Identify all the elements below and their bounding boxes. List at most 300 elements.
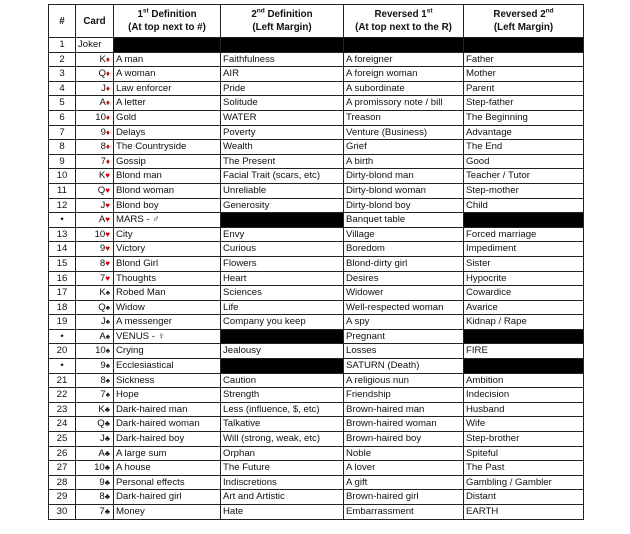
reversed-first: A lover (344, 461, 464, 476)
table-row (49, 81, 584, 96)
reversed-first: A subordinate (344, 81, 464, 96)
first-definition: Money (114, 505, 221, 520)
row-number: 26 (49, 446, 76, 461)
row-number: 20 (49, 344, 76, 359)
card-cell (76, 256, 114, 271)
second-definition: Strength (221, 388, 344, 403)
second-definition: Sciences (221, 286, 344, 301)
card-rank: J (100, 199, 106, 211)
reversed-first: A foreign woman (344, 67, 464, 82)
row-number: 4 (49, 81, 76, 96)
second-definition: Art and Artistic (221, 490, 344, 505)
table-row (49, 315, 584, 330)
reversed-second: Distant (464, 490, 584, 505)
reversed-second: Good (464, 154, 584, 169)
red-suit-icon: ♦ (105, 98, 110, 108)
row-number: 27 (49, 461, 76, 476)
first-definition: A man (114, 52, 221, 67)
table-row (49, 271, 584, 286)
joker-row (49, 38, 584, 53)
first-definition: Gossip (114, 154, 221, 169)
red-suit-icon: ♥ (105, 171, 110, 181)
table-header (49, 5, 584, 38)
card-cell (76, 81, 114, 96)
table-row (49, 96, 584, 111)
card-definitions-table (48, 4, 584, 520)
red-suit-icon: ♦ (105, 156, 110, 166)
second-definition: Pride (221, 81, 344, 96)
card-cell (76, 417, 114, 432)
card-cell (76, 461, 114, 476)
blackout-cell (464, 329, 584, 344)
card-rank: A (99, 330, 106, 342)
second-definition: Poverty (221, 125, 344, 140)
second-definition: Wealth (221, 140, 344, 155)
first-definition: Law enforcer (114, 81, 221, 96)
card-cell (76, 96, 114, 111)
blackout-cell (221, 38, 344, 53)
red-suit-icon: ♥ (105, 273, 110, 283)
table-row (49, 417, 584, 432)
red-suit-icon: ♦ (105, 83, 110, 93)
black-suit-icon: ♠ (105, 390, 110, 400)
red-suit-icon: ♥ (105, 229, 110, 239)
reversed-first: Treason (344, 110, 464, 125)
row-number: 21 (49, 373, 76, 388)
reversed-first: Village (344, 227, 464, 242)
card-rank: K (98, 170, 106, 182)
row-number: 18 (49, 300, 76, 315)
card-rank: 8 (99, 257, 106, 269)
card-cell (76, 373, 114, 388)
blackout-cell (114, 38, 221, 53)
card-rank: K (98, 403, 105, 415)
table-row (49, 52, 584, 67)
row-number: 12 (49, 198, 76, 213)
table-row (49, 242, 584, 257)
card-rank: 10 (95, 111, 106, 123)
header-reversed-second: Reversed 2nd (Left Margin) (464, 5, 584, 38)
second-definition: The Future (221, 461, 344, 476)
row-number: 2 (49, 52, 76, 67)
card-rank: 8 (100, 374, 106, 386)
row-number: 23 (49, 402, 76, 417)
second-definition: Less (influence, $, etc) (221, 402, 344, 417)
second-definition: The Present (221, 154, 344, 169)
second-definition: Jealousy (221, 344, 344, 359)
table-row (49, 359, 584, 374)
table-row (49, 329, 584, 344)
second-definition: Faithfulness (221, 52, 344, 67)
card-rank: A (99, 97, 106, 109)
first-definition: Widow (114, 300, 221, 315)
card-cell (76, 315, 114, 330)
first-definition: Blond Girl (114, 256, 221, 271)
first-definition: Delays (114, 125, 221, 140)
black-suit-icon: ♣ (104, 404, 110, 414)
first-definition: A house (114, 461, 221, 476)
row-number: 29 (49, 490, 76, 505)
row-number: 10 (49, 169, 76, 184)
reversed-first: Friendship (344, 388, 464, 403)
black-suit-icon: ♣ (104, 507, 110, 516)
reversed-second: FIRE (464, 344, 584, 359)
card-cell (76, 227, 114, 242)
first-definition: A woman (114, 67, 221, 82)
reversed-second: Indecision (464, 388, 584, 403)
card-rank: 9 (99, 243, 106, 255)
card-cell (76, 402, 114, 417)
reversed-first: A birth (344, 154, 464, 169)
table-row (49, 432, 584, 447)
reversed-first: Venture (Business) (344, 125, 464, 140)
reversed-second: Advantage (464, 125, 584, 140)
reversed-first: A religious nun (344, 373, 464, 388)
row-number: 24 (49, 417, 76, 432)
table-row (49, 286, 584, 301)
first-definition: Gold (114, 110, 221, 125)
second-definition: Talkative (221, 417, 344, 432)
reversed-first: Banquet table (344, 213, 464, 228)
table-row (49, 461, 584, 476)
second-definition: Solitude (221, 96, 344, 111)
table-row (49, 505, 584, 520)
red-suit-icon: ♦ (105, 127, 110, 137)
reversed-second: Spiteful (464, 446, 584, 461)
card-cell (76, 300, 114, 315)
reversed-first: SATURN (Death) (344, 359, 464, 374)
table-row (49, 402, 584, 417)
second-definition: Orphan (221, 446, 344, 461)
reversed-second: Forced marriage (464, 227, 584, 242)
black-suit-icon: ♠ (105, 317, 110, 327)
first-definition: Sickness (114, 373, 221, 388)
table-row (49, 475, 584, 490)
row-number: 8 (49, 140, 76, 155)
reversed-second: Avarice (464, 300, 584, 315)
blackout-cell (464, 359, 584, 374)
reversed-second: Mother (464, 67, 584, 82)
second-definition: Heart (221, 271, 344, 286)
reversed-first: A foreigner (344, 52, 464, 67)
reversed-first: Grief (344, 140, 464, 155)
first-definition: Victory (114, 242, 221, 257)
card-cell (76, 505, 114, 520)
row-number: • (49, 329, 76, 344)
table-row (49, 154, 584, 169)
reversed-first: Dirty-blond woman (344, 183, 464, 198)
header-reversed-first: Reversed 1st (At top next to the R) (344, 5, 464, 38)
reversed-second: Father (464, 52, 584, 67)
header-card: Card (76, 5, 114, 38)
reversed-first: Embarrassment (344, 505, 464, 520)
reversed-second: Impediment (464, 242, 584, 257)
card-cell (76, 213, 114, 228)
red-suit-icon: ♦ (105, 112, 110, 122)
card-cell (76, 271, 114, 286)
card-rank: 9 (99, 476, 105, 488)
table-row (49, 67, 584, 82)
reversed-second: Kidnap / Rape (464, 315, 584, 330)
card-cell (76, 125, 114, 140)
card-rank: 7 (100, 389, 106, 401)
first-definition: MARS - ♂ (114, 213, 221, 228)
reversed-second: Step-mother (464, 183, 584, 198)
header-first-definition: 1st Definition (At top next to #) (114, 5, 221, 38)
card-cell (76, 183, 114, 198)
card-cell (76, 286, 114, 301)
red-suit-icon: ♥ (105, 200, 110, 210)
reversed-first: Brown-haired woman (344, 417, 464, 432)
first-definition: A large sum (114, 446, 221, 461)
first-definition: Hope (114, 388, 221, 403)
first-definition: Thoughts (114, 271, 221, 286)
red-suit-icon: ♦ (105, 142, 110, 152)
table-row (49, 125, 584, 140)
black-suit-icon: ♣ (104, 419, 110, 429)
card-rank: 10 (94, 228, 106, 240)
black-suit-icon: ♠ (105, 361, 110, 371)
reversed-second: Parent (464, 81, 584, 96)
black-suit-icon: ♣ (104, 477, 110, 487)
table-row (49, 256, 584, 271)
card-rank: Q (98, 68, 106, 80)
card-cell (76, 475, 114, 490)
card-rank: J (100, 316, 106, 328)
card-cell (76, 169, 114, 184)
red-suit-icon: ♦ (105, 69, 110, 79)
first-definition: A messenger (114, 315, 221, 330)
red-suit-icon: ♥ (105, 215, 110, 225)
second-definition: Company you keep (221, 315, 344, 330)
red-suit-icon: ♥ (105, 185, 110, 195)
table-row (49, 110, 584, 125)
second-definition: Facial Trait (scars, etc) (221, 169, 344, 184)
black-suit-icon: ♣ (104, 492, 110, 502)
reversed-first: Widower (344, 286, 464, 301)
first-definition: Crying (114, 344, 221, 359)
table-row (49, 373, 584, 388)
row-number: 19 (49, 315, 76, 330)
card-cell (76, 432, 114, 447)
reversed-second: Cowardice (464, 286, 584, 301)
card-cell (76, 446, 114, 461)
card-rank: Q (97, 184, 106, 196)
joker-label: Joker (76, 38, 114, 53)
card-cell (76, 388, 114, 403)
card-rank: A (98, 214, 106, 226)
blackout-cell (221, 359, 344, 374)
table-row (49, 300, 584, 315)
card-cell (76, 110, 114, 125)
card-cell (76, 344, 114, 359)
second-definition: Caution (221, 373, 344, 388)
reversed-second: Step-brother (464, 432, 584, 447)
card-cell (76, 140, 114, 155)
first-definition: A letter (114, 96, 221, 111)
red-suit-icon: ♥ (105, 244, 110, 254)
first-definition: Personal effects (114, 475, 221, 490)
first-definition: Dark-haired boy (114, 432, 221, 447)
card-rank: K (99, 53, 106, 65)
card-rank: K (99, 287, 106, 299)
row-number: • (49, 213, 76, 228)
card-rank: 7 (99, 506, 105, 517)
second-definition: Flowers (221, 256, 344, 271)
reversed-second: Husband (464, 402, 584, 417)
first-definition: Dark-haired man (114, 402, 221, 417)
card-rank: 7 (100, 155, 106, 167)
table-body (49, 38, 584, 520)
card-rank: 8 (99, 491, 105, 503)
first-definition: Blond woman (114, 183, 221, 198)
first-definition: Dark-haired girl (114, 490, 221, 505)
card-rank: 9 (100, 126, 106, 138)
row-number: 17 (49, 286, 76, 301)
black-suit-icon: ♠ (105, 302, 110, 312)
table-row (49, 169, 584, 184)
card-cell (76, 329, 114, 344)
table-row (49, 183, 584, 198)
table-row (49, 227, 584, 242)
card-cell (76, 154, 114, 169)
black-suit-icon: ♣ (104, 448, 110, 458)
card-rank: A (98, 447, 105, 459)
second-definition: AIR (221, 67, 344, 82)
black-suit-icon: ♠ (105, 331, 110, 341)
card-cell (76, 359, 114, 374)
reversed-second: EARTH (464, 505, 584, 520)
reversed-first: Dirty-blond man (344, 169, 464, 184)
second-definition: Hate (221, 505, 344, 520)
row-number: 3 (49, 67, 76, 82)
reversed-second: Ambition (464, 373, 584, 388)
card-rank: J (99, 433, 105, 445)
card-rank: Q (98, 301, 106, 313)
reversed-first: Dirty-blond boy (344, 198, 464, 213)
card-rank: 10 (95, 345, 106, 357)
row-number: • (49, 359, 76, 374)
row-number: 11 (49, 183, 76, 198)
row-number: 6 (49, 110, 76, 125)
black-suit-icon: ♠ (105, 375, 110, 385)
reversed-first: Losses (344, 344, 464, 359)
reversed-second: Gambling / Gambler (464, 475, 584, 490)
reversed-first: A spy (344, 315, 464, 330)
row-number: 30 (49, 505, 76, 520)
first-definition: Ecclesiastical (114, 359, 221, 374)
reversed-first: Brown-haired man (344, 402, 464, 417)
first-definition: Dark-haired woman (114, 417, 221, 432)
second-definition: Envy (221, 227, 344, 242)
reversed-second: Step-father (464, 96, 584, 111)
second-definition: Curious (221, 242, 344, 257)
blackout-cell (464, 38, 584, 53)
reversed-first: Boredom (344, 242, 464, 257)
red-suit-icon: ♥ (105, 258, 110, 268)
card-cell (76, 67, 114, 82)
card-rank: 9 (100, 360, 106, 372)
table-row (49, 213, 584, 228)
first-definition: Robed Man (114, 286, 221, 301)
card-rank: Q (97, 418, 105, 430)
black-suit-icon: ♠ (105, 346, 110, 356)
reversed-first: Desires (344, 271, 464, 286)
reversed-second: Hypocrite (464, 271, 584, 286)
blackout-cell (464, 213, 584, 228)
row-number: 7 (49, 125, 76, 140)
blackout-cell (344, 38, 464, 53)
header-second-definition: 2nd Definition (Left Margin) (221, 5, 344, 38)
reversed-second: Sister (464, 256, 584, 271)
reversed-first: Brown-haired boy (344, 432, 464, 447)
header-num: # (49, 5, 76, 38)
card-rank: J (101, 82, 106, 94)
row-number: 25 (49, 432, 76, 447)
card-cell (76, 242, 114, 257)
reversed-second: Wife (464, 417, 584, 432)
black-suit-icon: ♣ (104, 463, 110, 473)
row-number: 5 (49, 96, 76, 111)
row-number: 28 (49, 475, 76, 490)
reversed-second: The Past (464, 461, 584, 476)
second-definition: Will (strong, weak, etc) (221, 432, 344, 447)
black-suit-icon: ♠ (105, 288, 110, 298)
table-row (49, 388, 584, 403)
first-definition: Blond boy (114, 198, 221, 213)
row-number: 1 (49, 38, 76, 53)
row-number: 9 (49, 154, 76, 169)
table-row (49, 490, 584, 505)
second-definition: WATER (221, 110, 344, 125)
card-cell (76, 52, 114, 67)
blackout-cell (221, 213, 344, 228)
first-definition: City (114, 227, 221, 242)
table-row (49, 198, 584, 213)
table-row (49, 140, 584, 155)
table-row (49, 344, 584, 359)
first-definition: The Countryside (114, 140, 221, 155)
reversed-first: Well-respected woman (344, 300, 464, 315)
row-number: 16 (49, 271, 76, 286)
table-row (49, 446, 584, 461)
header-row (49, 5, 584, 38)
card-cell (76, 490, 114, 505)
reversed-second: Child (464, 198, 584, 213)
second-definition: Generosity (221, 198, 344, 213)
reversed-first: Blond-dirty girl (344, 256, 464, 271)
card-rank: 8 (100, 141, 106, 153)
reversed-first: Pregnant (344, 329, 464, 344)
row-number: 15 (49, 256, 76, 271)
card-rank: 10 (94, 462, 105, 474)
reversed-first: Noble (344, 446, 464, 461)
card-rank: 7 (99, 272, 106, 284)
reversed-first: A gift (344, 475, 464, 490)
row-number: 14 (49, 242, 76, 257)
black-suit-icon: ♣ (104, 434, 110, 444)
second-definition: Life (221, 300, 344, 315)
second-definition: Indiscretions (221, 475, 344, 490)
reversed-second: The Beginning (464, 110, 584, 125)
row-number: 22 (49, 388, 76, 403)
blackout-cell (221, 329, 344, 344)
first-definition: VENUS - ♀ (114, 329, 221, 344)
reversed-second: Teacher / Tutor (464, 169, 584, 184)
second-definition: Unreliable (221, 183, 344, 198)
card-cell (76, 198, 114, 213)
reversed-first: A promissory note / bill (344, 96, 464, 111)
